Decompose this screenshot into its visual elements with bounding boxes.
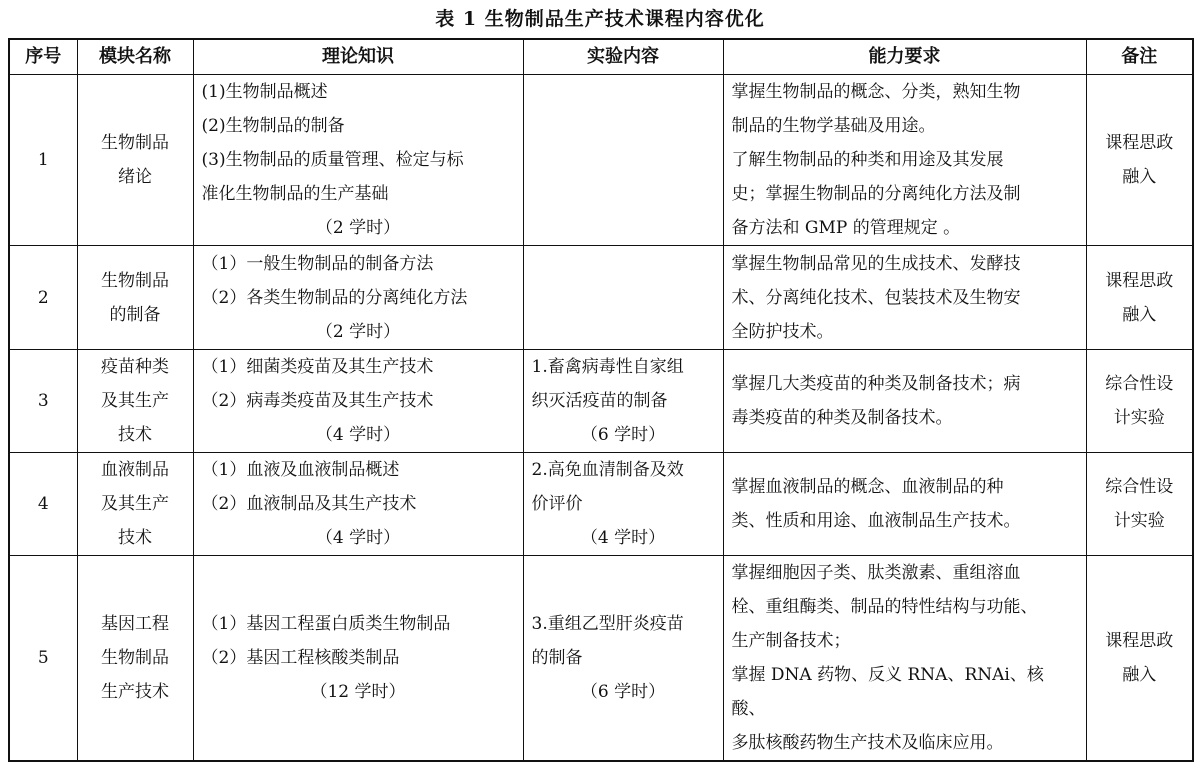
cell-lab	[523, 556, 723, 762]
cell-line: 掌握细胞因子类、肽类激素、重组溶血	[731, 563, 1021, 583]
cell-line: 全防护技术。	[731, 321, 834, 342]
cell-note	[1086, 75, 1193, 246]
table-row	[9, 75, 1193, 246]
cell-theory	[193, 350, 523, 453]
cell-line: （2）血液制品及其生产技术	[201, 494, 417, 514]
col-header-ability: 能力要求	[723, 39, 1086, 75]
col-header-module: 模块名称	[77, 39, 193, 75]
cell-line: (1)生物制品概述	[201, 82, 328, 102]
cell-line: 融入	[1122, 304, 1157, 325]
cell-line: （2）病毒类疫苗及其生产技术	[201, 391, 434, 411]
cell-note	[1086, 453, 1193, 556]
table-row	[9, 246, 1193, 350]
cell-lab	[523, 75, 723, 246]
cell-line: 课程思政	[1105, 133, 1174, 153]
cell-line: （2）基因工程核酸类制品	[201, 648, 400, 668]
theory-hours: （4 学时）	[315, 528, 401, 548]
cell-no: 4	[9, 453, 77, 556]
cell-ability	[723, 556, 1086, 762]
cell-line: 多肽核酸药物生产技术及临床应用。	[731, 733, 1004, 753]
theory-hours: （4 学时）	[315, 425, 401, 445]
table-row	[9, 453, 1193, 556]
lab-hours: （4 学时）	[580, 528, 666, 548]
cell-module	[77, 75, 193, 246]
theory-hours: （12 学时）	[310, 682, 406, 702]
cell-line: 3.重组乙型肝炎疫苗	[531, 614, 684, 634]
cell-module	[77, 246, 193, 350]
cell-line: 及其生产	[101, 494, 169, 514]
cell-ability	[723, 75, 1086, 246]
cell-line: 准化生物制品的生产基础	[201, 184, 389, 204]
lab-hours: （6 学时）	[580, 682, 666, 702]
cell-line: 类、性质和用途、血液制品生产技术。	[731, 511, 1021, 531]
cell-line: 毒类疫苗的种类及制备技术。	[731, 408, 953, 428]
cell-lab	[523, 246, 723, 350]
cell-line: 价评价	[531, 494, 583, 514]
cell-line: 及其生产	[101, 391, 169, 411]
cell-line: 血液制品	[101, 460, 169, 480]
col-header-lab: 实验内容	[523, 39, 723, 75]
cell-line: 计实验	[1113, 408, 1165, 428]
cell-no: 2	[9, 246, 77, 350]
cell-line: （2）各类生物制品的分离纯化方法	[201, 287, 468, 308]
cell-line: 备方法和 GMP 的管理规定 。	[731, 218, 961, 238]
cell-line: 生产制备技术；	[731, 631, 851, 651]
cell-line: 了解生物制品的种类和用途及其发展	[731, 150, 1004, 170]
cell-line: 融入	[1122, 665, 1157, 685]
cell-line: 生物制品	[101, 270, 169, 291]
cell-line: 织灭活疫苗的制备	[531, 391, 668, 411]
cell-note	[1086, 350, 1193, 453]
cell-line: 掌握血液制品的概念、血液制品的种	[731, 477, 1004, 497]
cell-line: 生产技术	[101, 682, 169, 702]
cell-theory	[193, 453, 523, 556]
cell-line: 掌握生物制品的概念、分类，熟知生物	[731, 82, 1021, 102]
cell-line: 计实验	[1113, 511, 1165, 531]
cell-line: 1.畜禽病毒性自家组	[531, 357, 684, 377]
cell-theory	[193, 556, 523, 762]
cell-line: 掌握 DNA 药物、反义 RNA、RNAi、核酸、	[731, 665, 1044, 719]
cell-line: 基因工程	[101, 614, 169, 634]
cell-line: 的制备	[531, 648, 583, 668]
cell-line: 生物制品	[101, 133, 169, 153]
cell-no: 5	[9, 556, 77, 762]
cell-line: 综合性设	[1105, 374, 1174, 394]
cell-no: 1	[9, 75, 77, 246]
cell-module	[77, 350, 193, 453]
cell-theory	[193, 75, 523, 246]
cell-line: 的制备	[109, 304, 161, 325]
col-header-note: 备注	[1086, 39, 1193, 75]
theory-hours: （2 学时）	[315, 218, 401, 238]
cell-line: 技术	[118, 528, 152, 548]
lab-hours: （6 学时）	[580, 425, 666, 445]
cell-line: (2)生物制品的制备	[201, 116, 345, 136]
course-content-table	[8, 38, 1194, 762]
cell-note	[1086, 556, 1193, 762]
cell-line: 技术	[118, 425, 152, 445]
cell-module	[77, 453, 193, 556]
cell-line: （1）一般生物制品的制备方法	[201, 253, 434, 274]
cell-line: 课程思政	[1105, 631, 1174, 651]
theory-hours: （2 学时）	[315, 321, 401, 342]
cell-line: （1）血液及血液制品概述	[201, 460, 400, 480]
cell-line: (3)生物制品的质量管理、检定与标	[201, 150, 464, 170]
cell-line: 制品的生物学基础及用途。	[731, 116, 936, 136]
cell-note	[1086, 246, 1193, 350]
cell-lab	[523, 350, 723, 453]
cell-line: 生物制品	[101, 648, 169, 668]
cell-line: 2.高免血清制备及效	[531, 460, 684, 480]
cell-module	[77, 556, 193, 762]
table-row	[9, 350, 1193, 453]
cell-ability	[723, 453, 1086, 556]
cell-line: （1）细菌类疫苗及其生产技术	[201, 357, 434, 377]
cell-theory	[193, 246, 523, 350]
cell-line: 史；掌握生物制品的分离纯化方法及制	[731, 184, 1021, 204]
cell-line: （1）基因工程蛋白质类生物制品	[201, 614, 451, 634]
cell-ability	[723, 246, 1086, 350]
cell-line: 绪论	[118, 167, 152, 187]
cell-no: 3	[9, 350, 77, 453]
header-row	[9, 39, 1193, 75]
cell-line: 课程思政	[1105, 270, 1174, 291]
table-caption: 表 1 生物制品生产技术课程内容优化	[435, 8, 765, 30]
cell-line: 融入	[1122, 167, 1157, 187]
cell-ability	[723, 350, 1086, 453]
cell-lab	[523, 453, 723, 556]
table-row	[9, 556, 1193, 762]
cell-line: 综合性设	[1105, 477, 1174, 497]
cell-line: 疫苗种类	[101, 357, 169, 377]
cell-line: 掌握生物制品常见的生成技术、发酵技	[731, 253, 1021, 274]
col-header-theory: 理论知识	[193, 39, 523, 75]
cell-line: 术、分离纯化技术、包装技术及生物安	[731, 287, 1021, 308]
cell-line: 栓、重组酶类、制品的特性结构与功能、	[731, 597, 1038, 617]
col-header-no: 序号	[9, 39, 77, 75]
cell-line: 掌握几大类疫苗的种类及制备技术；病	[731, 374, 1021, 394]
